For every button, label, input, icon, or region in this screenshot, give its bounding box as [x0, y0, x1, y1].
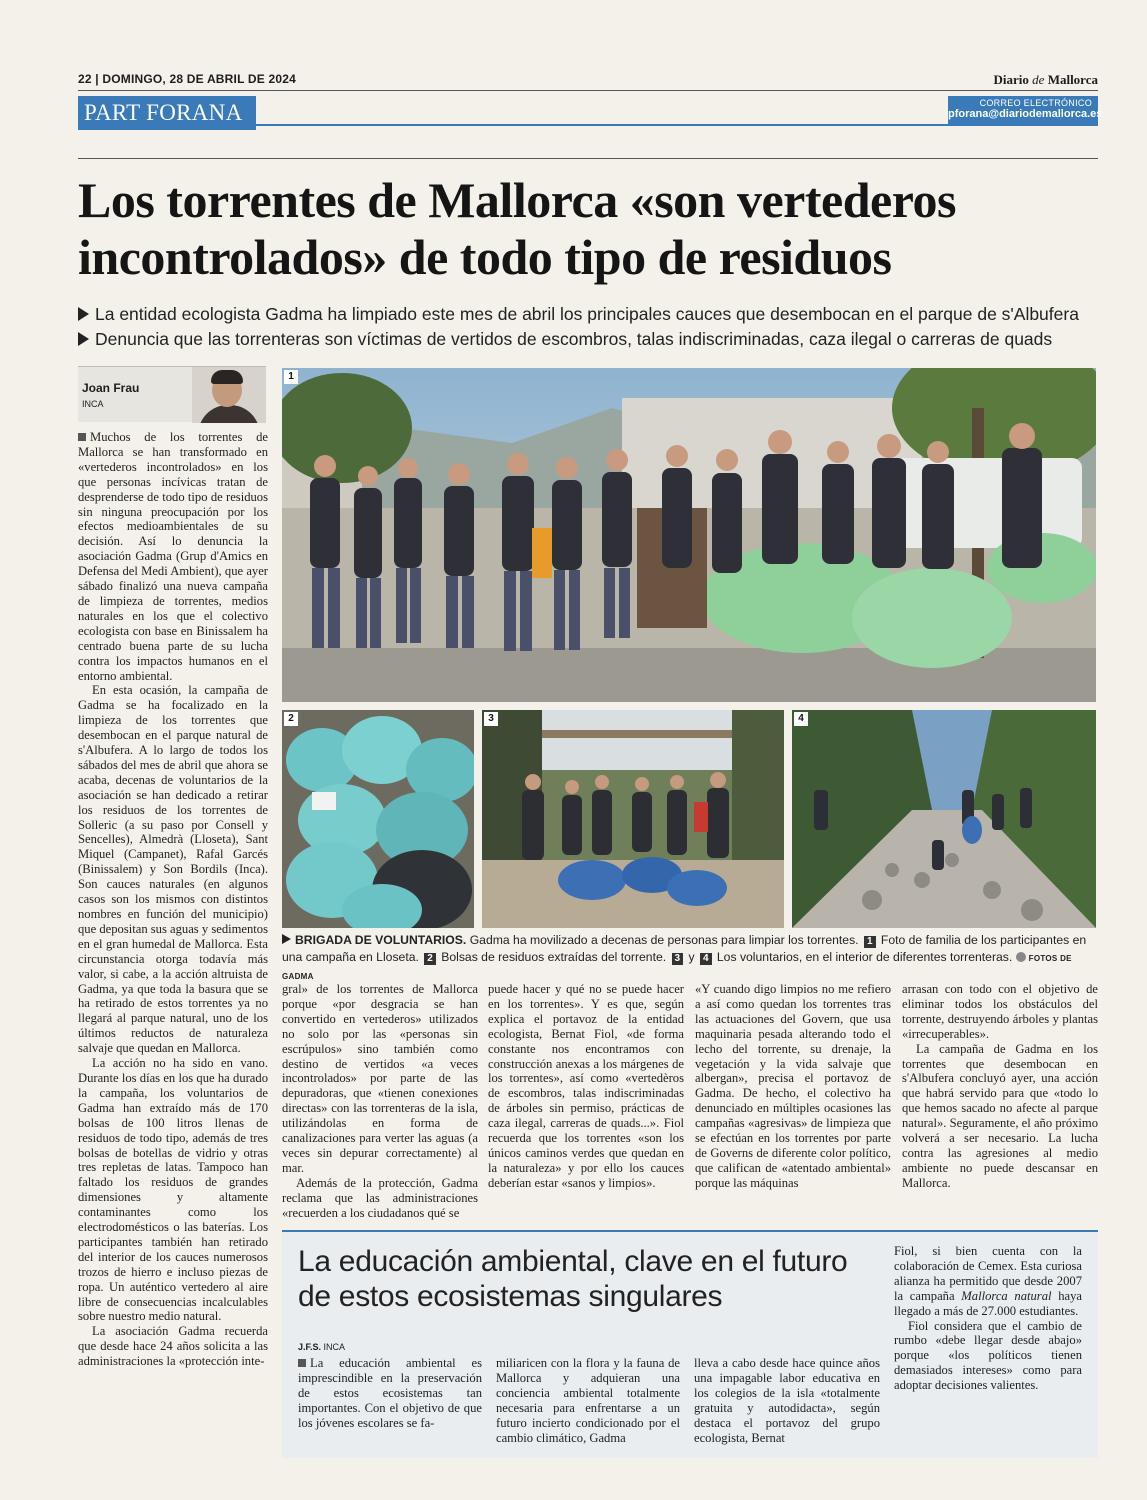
headline-line-1: Los torrentes de Mallorca «son vertederos: [78, 172, 956, 228]
photo-number: 2: [284, 712, 298, 726]
sidebar-column-2: [496, 1356, 680, 1445]
caption-photo-ref: 2: [424, 953, 436, 965]
photo-number: 3: [484, 712, 498, 726]
photo-caption: [282, 932, 1098, 985]
article-decks: [78, 302, 1108, 352]
caption-text: Bolsas de residuos extraídas del torrente.: [437, 950, 670, 964]
sidebar-column-3: [694, 1356, 880, 1445]
caption-text: Gadma ha movilizado a decenas de personas para limpiar los torrentes.: [466, 933, 862, 947]
paper-name-part: Mallorca: [1044, 72, 1098, 87]
photo-number: 4: [794, 712, 808, 726]
article-headline: [78, 172, 1098, 286]
article-column-4: [695, 982, 891, 1191]
sidebar-paragraph: miliaricen con la flora y la fauna de Mallorca y adquieran una conciencia ambiental totalmente necesaria para enfrentarse a un futuro incierto condicionado por el cambio climático, Gadma: [496, 1356, 680, 1445]
photo-2-image: [282, 710, 474, 928]
paragraph-text: La educación ambiental es imprescindible en la preservación de estos ecosistemas tan importantes. Con el objetivo de que los jóvenes escolares se fa-: [298, 1356, 482, 1430]
byline: [78, 366, 266, 422]
sidebar-byline: [298, 1342, 345, 1352]
deck-1-text: La entidad ecologista Gadma ha limpiado este mes de abril los principales cauces que desembocan en el parque de s'Albufera: [95, 304, 1079, 324]
caption-text: Los voluntarios, en el interior de diferentes torrenteras.: [713, 950, 1016, 964]
article-paragraph: «Y cuando digo limpios no me refiero a así como quedan los torrentes tras las actuaciones del Govern, que usa maquinaria pesada alterando todo el lecho del torrente, su drenaje, la vegetación y la vida salvaje que albergan», precisa el portavoz de Gadma. De hecho, el colectivo ha denunciado en múltiples ocasiones las campañas «agresivas» de limpieza que se efectúan en los torrentes por parte de Governs de diferente color político, que califican de «atentado ambiental» porque las máquinas: [695, 982, 891, 1190]
author-location: INCA: [82, 399, 104, 409]
author-name: Joan Frau: [82, 381, 140, 395]
paragraph-text: Fiol, si bien cuenta con la colaboración de Cemex. Esta curiosa alianza ha permitido que desde 2007 la campaña: [894, 1244, 1082, 1303]
article-paragraph: [78, 430, 268, 683]
email-label: CORREO ELECTRÓNICO: [979, 98, 1092, 108]
article-paragraph: Además de la protección, Gadma reclama que las administraciones «recuerden a los ciudadanos qué se: [282, 1175, 478, 1220]
photo-riverbed: [792, 710, 1096, 928]
caption-text: y: [685, 950, 698, 964]
email-address[interactable]: pforana@diariodemallorca.es: [948, 108, 1103, 120]
sidebar-paragraph: lleva a cabo desde hace quince años una impagable labor educativa en los colegios de la isla «totalmente gratuita y autodidacta», según destaca el portavoz del grupo ecologista, Bernat: [694, 1356, 880, 1445]
avatar-hair: [211, 370, 243, 384]
paper-name-italic: de: [1032, 72, 1045, 87]
header-rule: [78, 90, 1098, 91]
triangle-bullet-icon: [282, 934, 291, 944]
section-bottom-rule: [78, 158, 1098, 159]
article-column-3: [488, 982, 684, 1191]
caption-photo-ref: 3: [672, 953, 684, 965]
article-paragraph: La asociación Gadma recuerda que desde hace 24 años solicita a las administraciones la «protección inte-: [78, 1324, 268, 1369]
camera-icon: [1016, 952, 1026, 962]
sidebar-author: J.F.S.: [298, 1342, 322, 1352]
sidebar-paragraph: [894, 1244, 1082, 1319]
newspaper-name: [994, 72, 1098, 88]
sidebar-paragraph: Fiol considera que el cambio de rumbo «debe llegar desde abajo» porque «los políticos tienen demasiados intereses» como para adoptar decisiones valientes.: [894, 1318, 1082, 1393]
deck-2-text: Denuncia que las torrenteras son víctimas de vertidos de escombros, talas indiscriminadas, caza ilegal o carreras de quads: [95, 329, 1053, 349]
email-box: [948, 96, 1103, 126]
caption-lead: BRIGADA DE VOLUNTARIOS.: [295, 933, 467, 947]
photo-group-volunteers: [282, 368, 1096, 702]
paragraph-text: Muchos de los torrentes de Mallorca se han transformado en «vertederos incontrolados» en los que personas incívicas tratan de desprenderse de todo tipo de residuos sin ninguna preocupación por los efectos medioambientales de su decisión. Así lo denuncia la asociación Gadma (Grup d'Amics en Defensa del Medi Ambient), que ayer sábado finalizó una nueva campaña de limpieza de torrentes, medios naturales en los que el colectivo ecologista con base en Binissalem ha centrado buena parte de su lucha contra los impactos humanos en el entorno ambiental.: [78, 430, 268, 683]
square-bullet-icon: [298, 1359, 306, 1367]
photo-number: 1: [284, 370, 298, 384]
photo-4-image: [792, 710, 1096, 928]
sidebar-column-1: [298, 1356, 482, 1431]
caption-photo-ref: 4: [700, 953, 712, 965]
section-label: PART FORANA: [78, 96, 256, 130]
sidebar-column-4: [894, 1244, 1082, 1393]
caption-text: Foto de familia de los participantes en una campaña en Lloseta.: [282, 933, 1087, 964]
triangle-bullet-icon: [78, 332, 89, 346]
paper-name-part: Diario: [993, 72, 1033, 87]
campaign-name: Mallorca natural: [961, 1288, 1052, 1303]
caption-photo-ref: 1: [864, 936, 876, 948]
article-paragraph: En esta ocasión, la campaña de Gadma se ha focalizado en la limpieza de los torrentes que desembocan en el parque natural de s'Albufera. A lo largo de todos los sábados del mes de abril que ahora se acaba, decenas de voluntarios de la asociación se han dedicado a retirar los residuos de los torrentes de Solleric (a su paso por Consell y Sencelles), Almedrà (Lloseta), Sant Miquel (Campanet), Rafal Garcés (Binissalem) y Son Bordils (Inca). Son cauces naturales (en algunos casos son los mismos con distintos nombres en función del municipio) que depositan sus aguas y sedimentos en el gran humedal de Mallorca. Esta circunstancia otorga todavía más valor, si cabe, a la acción altruista de Gadma, ya que toda la basura que se ha retirado de estos torrentes ya no llegará al parque natural, uno de los últimos reductos de naturaleza salvaje que quedan en Mallorca.: [78, 683, 268, 1056]
photo-volunteers-torrent: [482, 710, 784, 928]
photo-credit: FOTOS DE GADMA: [282, 954, 1072, 981]
article-paragraph: puede hacer y qué no se puede hacer en los torrentes». Y es que, según explica el portavoz de la entidad ecologista, Bernat Fiol, «de forma constante nos encontramos con construcción anexas a los márgenes de los torrentes», así como «vertedèros de escombros, talas indiscriminadas de árboles sin permiso, prácticas de caza ilegal, carreras de quads...». Fiol recuerda que los torrentes «son los únicos caminos verdes que quedan en la naturaleza» y por ello los cauces deberían estar «sanos y limpios».: [488, 982, 684, 1190]
author-photo: [192, 367, 266, 423]
article-paragraph: gral» de los torrentes de Mallorca porque «por desgracia se han convertido en vertederos» utilizados no solo por las «personas sin escrúpulos» sino también como destino de vertidos «a veces incontrolados» por parte de las depuradoras, que «tienen conexiones directas» con las torrenteras de la isla, utilizándolas en forma de canalizaciones para verter las aguas (a veces sin depurar correctamente) al mar.: [282, 982, 478, 1175]
section-bar: [78, 96, 1103, 130]
article-column-2: [282, 982, 478, 1221]
deck-2: [78, 327, 1108, 352]
headline-line-2: incontrolados» de todo tipo de residuos: [78, 229, 892, 285]
article-paragraph: La acción no ha sido en vano. Durante los días en los que ha durado la campaña, los voluntarios de Gadma han extraído más de 170 bolsas de 100 litros llenas de residuos de todo tipo, además de tres bolsas de botellas de vidrio y otras tres repletas de latas. Tampoco han faltado los residuos de grandes dimensiones y altamente contaminantes como los electrodomésticos o las baterías. Los participantes también han retirado del interior de los cauces numerosos trozos de hierro e incluso piezas de ropa. Un auténtico vertedero al aire libre de consecuencias incalculables sobre nuestro medio natural.: [78, 1056, 268, 1324]
article-paragraph: La campaña de Gadma en los torrentes que desembocan en s'Albufera concluyó ayer, una acción que habrá servido para que «todo lo que hemos sacado no afecte al parque natural». Seguramente, el año próximo volverá a ser necesario. La lucha contra las agresiones al medio ambiente no puede descansar en Mallorca.: [902, 1041, 1098, 1190]
photo-3-image: [482, 710, 784, 928]
sidebar-location: INCA: [321, 1342, 346, 1352]
photo-1-image: [282, 368, 1096, 702]
triangle-bullet-icon: [78, 307, 89, 321]
square-bullet-icon: [78, 433, 86, 441]
deck-1: [78, 302, 1108, 327]
sidebar-box: [282, 1230, 1098, 1458]
page-header: [78, 72, 1098, 88]
sidebar-paragraph: [298, 1356, 482, 1431]
page-date: 22 | DOMINGO, 28 DE ABRIL DE 2024: [78, 72, 297, 86]
photo-garbage-bags: [282, 710, 474, 928]
paragraph-text: haya llegado a más de 27.000 estudiantes.: [894, 1288, 1083, 1318]
article-paragraph: arrasan con todo con el objetivo de eliminar todos los obstáculos del torrente, destruyendo árboles y plantas «irrecuperables».: [902, 982, 1098, 1041]
avatar-body: [198, 405, 260, 423]
article-column-5: [902, 982, 1098, 1191]
sidebar-title: La educación ambiental, clave en el futuro de estos ecosistemas singulares: [298, 1245, 848, 1313]
article-column-1: [78, 430, 268, 1369]
